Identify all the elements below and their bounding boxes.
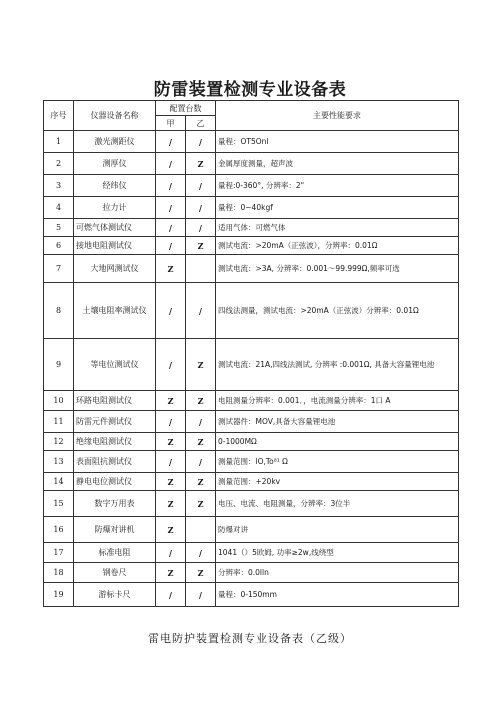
table-row (44, 433, 459, 451)
row-equipment-name: 防爆对讲机 (74, 517, 156, 543)
table-row (44, 451, 459, 473)
row-number: 17 (44, 543, 74, 563)
row-performance-spec: 测量范围：+20kv (216, 473, 459, 491)
row-number: 2 (44, 153, 74, 175)
row-performance-spec: 防爆对讲 (216, 517, 459, 543)
row-grade-a-count: Z (156, 563, 186, 583)
row-equipment-name: 接地电阻测试仪 (74, 237, 156, 255)
row-equipment-name: 测厚仪 (74, 153, 156, 175)
row-number: 1 (44, 131, 74, 153)
row-grade-a-count: Z (156, 517, 186, 543)
row-number: 9 (44, 339, 74, 391)
row-performance-spec: 电阻测量分辨率：0.001．，电流测量分辨率：1口 A (216, 391, 459, 411)
row-number: 3 (44, 175, 74, 197)
row-grade-a-count: / (156, 237, 186, 255)
row-grade-b-count: / (186, 543, 216, 563)
row-performance-spec: 四线法测量，测试电流：>20mA（正弦波）分辨率：0.01Ω (216, 283, 459, 339)
row-grade-a-count: / (156, 451, 186, 473)
row-equipment-name: 数字万用表 (74, 491, 156, 517)
row-equipment-name: 钢卷尺 (74, 563, 156, 583)
row-equipment-name: 标准电阻 (74, 543, 156, 563)
row-performance-spec: 量程：0-150mm (216, 583, 459, 607)
row-equipment-name: 大地网测试仪 (74, 255, 156, 283)
row-grade-a-count: / (156, 339, 186, 391)
table-row (44, 563, 459, 583)
row-grade-b-count: Z (186, 339, 216, 391)
row-grade-a-count: / (156, 283, 186, 339)
row-number: 4 (44, 197, 74, 219)
row-equipment-name: 绝缘电阻测试仪 (74, 433, 156, 451)
row-grade-a-count: / (156, 583, 186, 607)
row-number: 7 (44, 255, 74, 283)
header-equipment-name: 仪器设备名称 (74, 101, 156, 131)
row-grade-b-count: / (186, 283, 216, 339)
table-row (44, 283, 459, 339)
row-performance-spec: 测量范围：lO,To⁸¹ Ω (216, 451, 459, 473)
row-equipment-name: 等电位测试仪 (74, 339, 156, 391)
table-row (44, 237, 459, 255)
row-grade-b-count: / (186, 583, 216, 607)
row-number: 15 (44, 491, 74, 517)
table-row (44, 543, 459, 563)
row-grade-b-count: / (186, 197, 216, 219)
equipment-table (43, 100, 459, 607)
row-grade-a-count: Z (156, 391, 186, 411)
table-row (44, 197, 459, 219)
table-row (44, 517, 459, 543)
row-performance-spec: 量程：0~40kgf (216, 197, 459, 219)
row-grade-b-count: Z (186, 237, 216, 255)
table-row (44, 491, 459, 517)
row-number: 8 (44, 283, 74, 339)
row-grade-a-count: / (156, 153, 186, 175)
row-number: 6 (44, 237, 74, 255)
table-row (44, 131, 459, 153)
row-grade-b-count: Z (186, 433, 216, 451)
row-performance-spec: 0-1000MΩ (216, 433, 459, 451)
row-performance-spec: 1041（）5欧姆, 功率≥2w,线绕型 (216, 543, 459, 563)
table-row (44, 411, 459, 433)
table-row (44, 255, 459, 283)
row-performance-spec: 分辨率：0.0lln (216, 563, 459, 583)
row-grade-a-count: Z (156, 255, 186, 283)
row-equipment-name: 防雷元件测试仪 (74, 411, 156, 433)
row-equipment-name: 土壤电阻率测试仪 (74, 283, 156, 339)
row-grade-a-count: Z (156, 491, 186, 517)
row-performance-spec: 测试器件：MOV,具备大容量锂电池 (216, 411, 459, 433)
row-equipment-name: 游标卡尺 (74, 583, 156, 607)
row-grade-a-count: Z (156, 473, 186, 491)
row-number: 16 (44, 517, 74, 543)
page-title: 防雷装置检测专业设备表 (153, 80, 347, 100)
row-grade-b-count: Z (186, 491, 216, 517)
row-grade-b-count: Z (186, 153, 216, 175)
row-number: 19 (44, 583, 74, 607)
table-row (44, 153, 459, 175)
row-grade-a-count: / (156, 175, 186, 197)
row-grade-a-count: Z (156, 433, 186, 451)
header-serial-number: 序号 (44, 101, 74, 131)
row-grade-b-count: Z (186, 473, 216, 491)
row-grade-b-count (186, 255, 216, 283)
row-number: 14 (44, 473, 74, 491)
table-header-row-1 (44, 101, 459, 116)
row-performance-spec: 量程:0-360°, 分辨率：2" (216, 175, 459, 197)
footer-caption: 雷电防护装置检测专业设备表（乙级） (148, 632, 352, 645)
row-performance-spec: 测试电流：21A,四线法测试, 分辨率 :0.001Ω, 具备大容量锂电池 (216, 339, 459, 391)
row-performance-spec: 金属厚度测量，超声波 (216, 153, 459, 175)
row-performance-spec: 测试电流：>20mA（正弦波），分辨率：0.01Ω (216, 237, 459, 255)
row-grade-b-count: / (186, 175, 216, 197)
row-grade-a-count: / (156, 197, 186, 219)
row-performance-spec: 测试电流：>3A, 分辨率：0.001～99.999Ω,频率可选 (216, 255, 459, 283)
header-grade-b: 乙 (186, 116, 216, 131)
row-number: 10 (44, 391, 74, 411)
table-row (44, 219, 459, 237)
header-config-count: 配置台数 (156, 101, 216, 116)
row-grade-b-count: / (186, 131, 216, 153)
row-grade-b-count: / (186, 451, 216, 473)
row-number: 13 (44, 451, 74, 473)
row-equipment-name: 静电电位测试仪 (74, 473, 156, 491)
row-grade-b-count: Z (186, 391, 216, 411)
row-performance-spec: 电压、电流、电阻测量，分辨率：3位半 (216, 491, 459, 517)
row-equipment-name: 环路电阻测试仪 (74, 391, 156, 411)
row-equipment-name: 经纬仪 (74, 175, 156, 197)
row-number: 5 (44, 219, 74, 237)
row-grade-b-count: / (186, 219, 216, 237)
row-equipment-name: 拉力计 (74, 197, 156, 219)
row-equipment-name: 表面阻抗测试仪 (74, 451, 156, 473)
row-equipment-name: 激光测距仪 (74, 131, 156, 153)
header-grade-a: 甲 (156, 116, 186, 131)
table-row (44, 473, 459, 491)
row-grade-b-count: Z (186, 563, 216, 583)
table-row (44, 583, 459, 607)
row-grade-a-count: / (156, 131, 186, 153)
row-grade-b-count (186, 517, 216, 543)
row-grade-a-count: / (156, 411, 186, 433)
row-performance-spec: 适用气体：可燃气体 (216, 219, 459, 237)
table-row (44, 339, 459, 391)
row-performance-spec: 量程：OT5Onl (216, 131, 459, 153)
row-grade-b-count: / (186, 411, 216, 433)
row-grade-a-count: / (156, 543, 186, 563)
row-grade-a-count: / (156, 219, 186, 237)
row-number: 12 (44, 433, 74, 451)
row-equipment-name: 可燃气体测试仪 (74, 219, 156, 237)
table-row (44, 175, 459, 197)
row-number: 11 (44, 411, 74, 433)
header-main-performance: 主要性能要求 (216, 101, 459, 131)
row-number: 18 (44, 563, 74, 583)
table-row (44, 391, 459, 411)
